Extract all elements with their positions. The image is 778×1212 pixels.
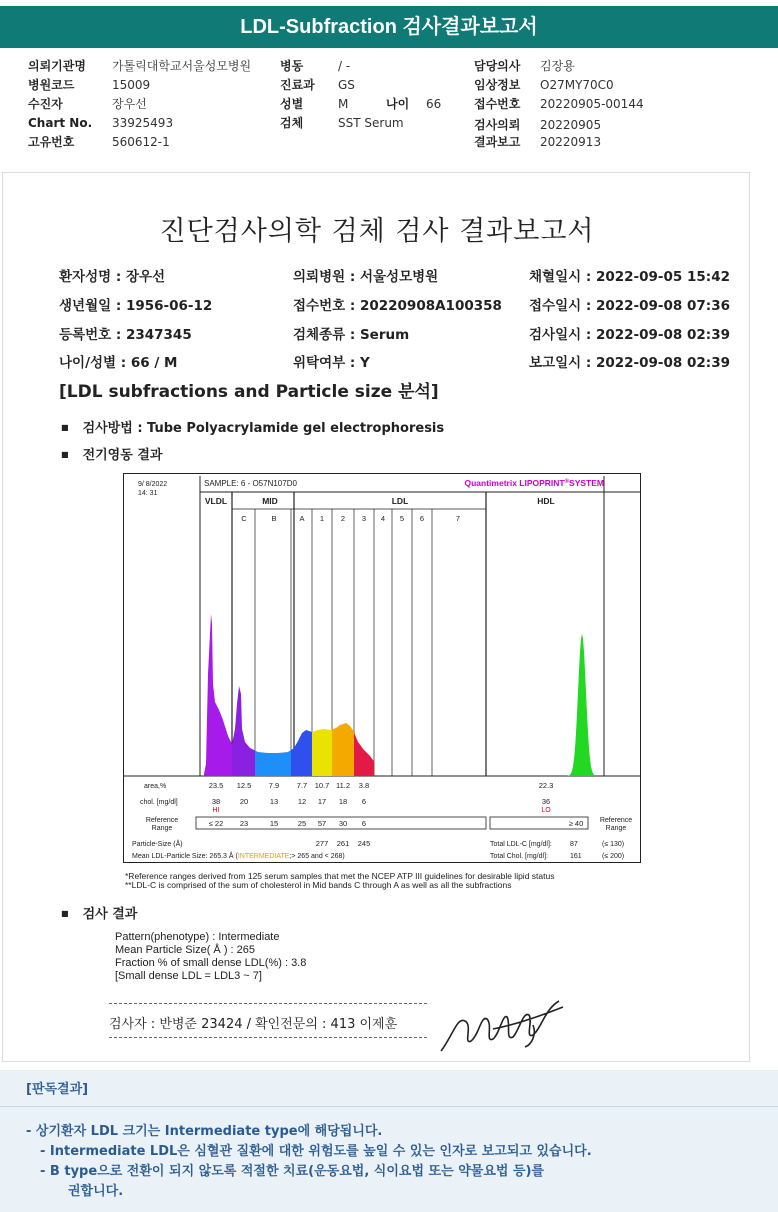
info-report-time: 보고일시 : 2022-09-08 02:39 — [529, 355, 730, 371]
chol-value-1: 38 — [211, 797, 221, 806]
total-chol-ref: (≤ 200) — [602, 853, 625, 860]
info-specimen: 검체종류 : Serum — [293, 327, 410, 343]
report-title-bar — [0, 6, 778, 48]
signer-line: 검사자 : 반병준 23424 / 확인전문의 : 413 이제훈 — [109, 1017, 398, 1032]
flag-hi: HI — [212, 807, 220, 814]
fraction-area-ldl-2 — [332, 723, 354, 776]
section-title: [LDL subfractions and Particle size 분석] — [59, 382, 439, 402]
result-pattern: Pattern(phenotype) : Intermediate — [115, 931, 280, 943]
fraction-area-mid-c — [232, 686, 255, 776]
info-patient-name: 환자성명 : 장우선 — [59, 269, 166, 285]
ref-value-4: 25 — [297, 819, 307, 828]
info-test-time: 검사일시 : 2022-09-08 02:39 — [529, 327, 730, 343]
header-ward: 병동 / - — [280, 59, 351, 73]
opinion-title: [판독결과] — [26, 1082, 89, 1097]
result-fraction: Fraction % of small dense LDL(%) : 3.8 — [115, 957, 307, 969]
opinion-line-1: - 상기환자 LDL 크기는 Intermediate type에 해당됩니다. — [26, 1124, 383, 1139]
chart-brand: Quantimetrix LIPOPRINT®SYSTEM — [464, 478, 604, 488]
opinion-panel — [0, 1070, 778, 1212]
band-label-7: 7 — [455, 514, 461, 523]
header-age: 나이 66 — [386, 97, 442, 111]
ref-label-right-2: Range — [605, 825, 627, 832]
fraction-area-vldl — [204, 614, 232, 776]
header-clinical-info: 임상정보 O27MY70C0 — [474, 78, 614, 92]
ref-value-8: ≥ 40 — [568, 819, 584, 828]
signature-image — [433, 995, 569, 1059]
signature-rule-top — [109, 1003, 427, 1004]
group-label-vldl: VLDL — [204, 496, 228, 506]
band-label-5: 5 — [399, 514, 405, 523]
result-sdldl-def: [Small dense LDL = LDL3 ~ 7] — [115, 970, 262, 982]
band-label-4: 4 — [380, 514, 386, 523]
info-hospital: 의뢰병원 : 서울성모병원 — [293, 269, 439, 285]
header-report-date: 결과보고 20220913 — [474, 135, 602, 149]
ref-value-3: 15 — [269, 819, 279, 828]
info-birth-date: 생년월일 : 1956-06-12 — [59, 298, 213, 314]
area-value-3: 7.9 — [268, 781, 280, 790]
row-label-chol: chol. [mg/dl] — [140, 799, 178, 806]
ref-label-right-1: Reference — [599, 817, 633, 824]
row-label-psize: Particle-Size (Å) — [132, 841, 183, 848]
opinion-line-2: - Intermediate LDL은 심혈관 질환에 대한 위험도를 높일 수 있는 인자로 보고되고 있습니다. — [40, 1144, 592, 1159]
area-value-8: 22.3 — [538, 781, 554, 790]
header-dept: 진료과 GS — [280, 78, 355, 92]
psize-value-1: 277 — [315, 839, 329, 848]
footnote-1: *Reference ranges derived from 125 serum samples that met the NCEP ATP III guidelines for desirable lipid status — [125, 871, 555, 881]
header-receipt-no: 접수번호 20220905-00144 — [474, 97, 644, 111]
band-label-3: 3 — [361, 514, 367, 523]
report-document — [2, 172, 750, 1062]
area-value-5: 10.7 — [314, 781, 330, 790]
header-doctor: 담당의사 김장용 — [474, 59, 575, 73]
chart-sample: SAMPLE: 6 - O57N107D0 — [204, 479, 297, 488]
report-title: LDL-Subfraction 검사결과보고서 — [240, 16, 538, 38]
fraction-area-ldl-1 — [312, 729, 332, 776]
total-ldl-ref: (≤ 130) — [602, 841, 625, 848]
total-ldl-label: Total LDL-C [mg/dl]: — [490, 841, 552, 848]
lipoprint-chart — [123, 473, 641, 863]
opinion-line-4: 권합니다. — [68, 1184, 124, 1199]
ref-value-2: 23 — [239, 819, 249, 828]
electro-item: ■ 전기영동 결과 — [61, 444, 162, 463]
result-mean-size: Mean Particle Size( Å ) : 265 — [115, 944, 256, 956]
info-age-sex: 나이/성별 : 66 / M — [59, 355, 178, 371]
header-unique-no: 고유번호 560612-1 — [28, 135, 170, 149]
row-label-area: area,% — [144, 783, 167, 790]
header-hospital: 의뢰기관명 가톨릭대학교서울성모병원 — [28, 59, 252, 73]
footnote-2: **LDL-C is comprised of the sum of cholesterol in Mid bands C through A as well as all the subfractions — [125, 880, 512, 890]
info-outsourced: 위탁여부 : Y — [293, 355, 370, 371]
band-label-2: 2 — [340, 514, 346, 523]
band-label-6: 6 — [419, 514, 425, 523]
mean-size-text: Mean LDL-Particle Size: 265.3 Å (INTERMEDIATE;> 265 and < 268) — [132, 853, 345, 860]
total-chol-value: 161 — [570, 853, 582, 860]
chol-value-7: 6 — [361, 797, 367, 806]
header-request-date: 검사의뢰 20220905 — [474, 118, 602, 132]
chol-value-5: 17 — [317, 797, 327, 806]
chart-time: 14: 31 — [138, 490, 158, 497]
group-label-ldl: LDL — [391, 496, 409, 506]
band-label-b: B — [271, 514, 277, 523]
band-label-a: A — [299, 514, 305, 523]
lipoprint-svg — [124, 474, 640, 862]
info-reg-no: 등록번호 : 2347345 — [59, 327, 192, 343]
opinion-divider — [0, 1106, 778, 1107]
chol-value-4: 12 — [297, 797, 307, 806]
area-value-4: 7.7 — [296, 781, 308, 790]
ref-value-5: 57 — [317, 819, 327, 828]
chol-value-8: 36 — [541, 797, 551, 806]
ref-value-7: 6 — [361, 819, 367, 828]
chol-value-6: 18 — [338, 797, 348, 806]
header-sex: 성별 M — [280, 97, 349, 111]
chart-date: 9/ 8/2022 — [138, 481, 168, 488]
info-collect-time: 채혈일시 : 2022-09-05 15:42 — [529, 269, 730, 285]
area-value-6: 11.2 — [335, 781, 351, 790]
total-ldl-value: 87 — [570, 841, 578, 848]
fraction-area-mid-b — [255, 750, 291, 776]
psize-value-3: 245 — [357, 839, 371, 848]
opinion-line-3: - B type으로 전환이 되지 않도록 적절한 치료(운동요법, 식이요법 또는 약물요법 등)를 — [40, 1164, 545, 1179]
fraction-area-hdl — [564, 634, 594, 776]
ref-value-1: ≤ 22 — [208, 819, 224, 828]
ref-value-6: 30 — [338, 819, 348, 828]
info-receipt-no: 접수번호 : 20220908A100358 — [293, 298, 502, 314]
header-patient: 수진자 장우선 — [28, 97, 147, 111]
header-code: 병원코드 15009 — [28, 78, 151, 92]
chol-value-3: 13 — [269, 797, 279, 806]
result-heading: ■ 검사 결과 — [61, 903, 137, 922]
band-label-1: 1 — [319, 514, 325, 523]
fraction-area-ldl-3 — [354, 732, 374, 776]
chol-value-2: 20 — [239, 797, 249, 806]
area-value-2: 12.5 — [236, 781, 252, 790]
group-label-hdl: HDL — [537, 496, 555, 506]
signature-rule-bottom — [109, 1037, 427, 1038]
method-item: ■ 검사방법 : Tube Polyacrylamide gel electrophoresis — [61, 417, 444, 436]
document-title: 진단검사의학 검체 검사 결과보고서 — [159, 216, 595, 247]
ref-label-2: Range — [151, 825, 173, 832]
area-value-7: 3.8 — [358, 781, 370, 790]
area-value-1: 23.5 — [208, 781, 224, 790]
total-chol-label: Total Chol. [mg/dl]: — [490, 853, 548, 860]
info-receipt-time: 접수일시 : 2022-09-08 07:36 — [529, 298, 730, 314]
header-specimen: 검체 SST Serum — [280, 116, 404, 130]
group-label-mid: MID — [262, 496, 278, 506]
psize-value-2: 261 — [336, 839, 350, 848]
ref-label-1: Reference — [145, 817, 179, 824]
flag-lo: LO — [541, 807, 551, 814]
band-label-c: C — [241, 514, 247, 523]
header-chart-no: Chart No. 33925493 — [28, 116, 174, 130]
